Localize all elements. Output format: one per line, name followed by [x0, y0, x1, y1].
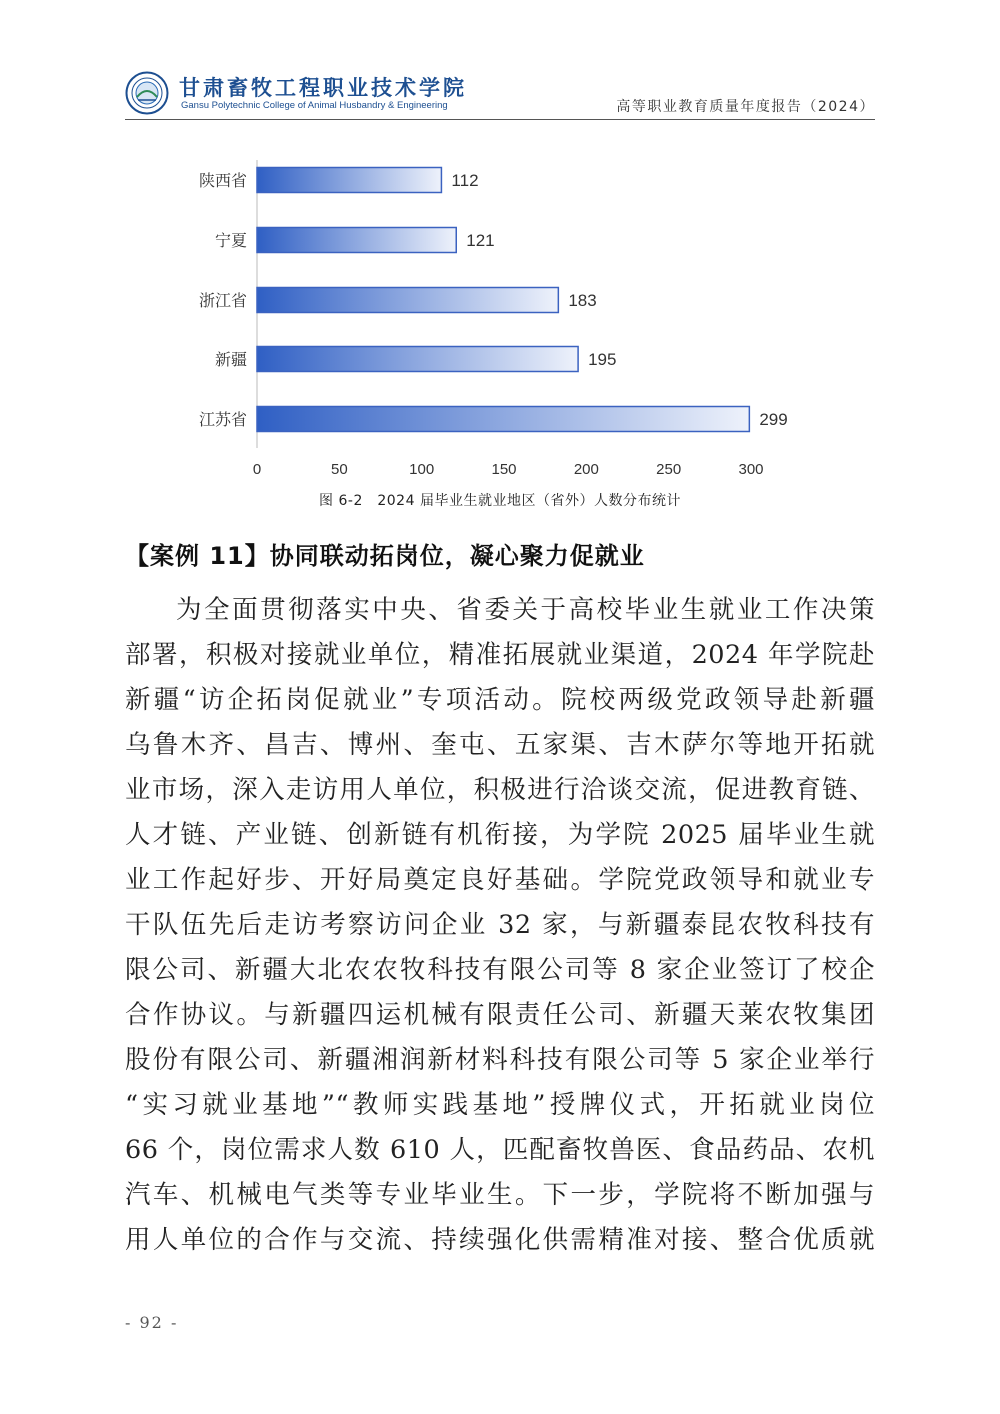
paragraph-line: 汽车、机械电气类等专业毕业生。下一步，学院将不断加强与	[125, 1180, 875, 1210]
header-divider	[125, 119, 875, 120]
paragraph-line: 新疆“访企拓岗促就业”专项活动。院校两级党政领导赴新疆	[125, 685, 875, 715]
college-seal-icon	[125, 71, 169, 115]
report-title: 高等职业教育质量年度报告（2024）	[616, 99, 875, 115]
bar	[257, 347, 578, 372]
paragraph-line: 为全面贯彻落实中央、省委关于高校毕业生就业工作决策	[176, 595, 875, 625]
category-label: 江苏省	[198, 412, 247, 429]
category-label: 新疆	[214, 352, 247, 369]
value-label: 121	[466, 231, 495, 250]
bar	[257, 228, 456, 253]
body-paragraph	[125, 588, 875, 1263]
bar	[257, 288, 558, 313]
value-label: 299	[759, 410, 788, 429]
paragraph-line: 用人单位的合作与交流、持续强化供需精准对接、整合优质就	[125, 1225, 875, 1255]
school-name-cn: 甘肃畜牧工程职业技术学院	[179, 76, 467, 100]
paragraph-line: 限公司、新疆大北农农牧科技有限公司等 8 家企业签订了校企	[125, 955, 875, 985]
paragraph-line: 股份有限公司、新疆湘润新材料科技有限公司等 5 家企业举行	[125, 1045, 875, 1075]
value-label: 112	[451, 171, 479, 190]
school-name-en: Gansu Polytechnic College of Animal Husbandry & Engineering	[181, 100, 448, 111]
paragraph-line: 业工作起好步、开好局奠定良好基础。学院党政领导和就业专	[125, 865, 875, 895]
x-tick-label: 50	[330, 461, 348, 478]
paragraph-line: 人才链、产业链、创新链有机衔接，为学院 2025 届毕业生就	[125, 820, 875, 850]
case-heading: 【案例 11】协同联动拓岗位，凝心聚力促就业	[125, 542, 645, 570]
bar	[257, 168, 441, 193]
page-number: - 92 -	[125, 1313, 179, 1332]
chart-caption: 图 6-2 2024 届毕业生就业地区（省外）人数分布统计	[319, 493, 681, 509]
paragraph-line: 业市场，深入走访用人单位，积极进行洽谈交流，促进教育链、	[125, 775, 875, 805]
category-label: 宁夏	[214, 233, 247, 250]
x-tick-label: 0	[252, 461, 262, 478]
value-label: 183	[568, 291, 597, 310]
paragraph-line: 部署，积极对接就业单位，精准拓展就业渠道，2024 年学院赴	[125, 640, 875, 670]
paragraph-line: 乌鲁木齐、昌吉、博州、奎屯、五家渠、吉木萨尔等地开拓就	[125, 730, 875, 760]
x-tick-label: 250	[656, 461, 682, 478]
paragraph-line: 66 个，岗位需求人数 610 人，匹配畜牧兽医、食品药品、农机	[125, 1135, 875, 1165]
category-label: 陕西省	[198, 173, 247, 190]
x-tick-label: 100	[409, 461, 435, 478]
bar	[257, 407, 749, 432]
x-tick-label: 300	[738, 461, 764, 478]
paragraph-line: “实习就业基地”“教师实践基地”授牌仪式，开拓就业岗位	[125, 1090, 875, 1120]
category-label: 浙江省	[198, 293, 247, 310]
paragraph-line: 干队伍先后走访考察访问企业 32 家，与新疆泰昆农牧科技有	[125, 910, 875, 940]
x-tick-label: 200	[573, 461, 599, 478]
paragraph-line: 合作协议。与新疆四运机械有限责任公司、新疆天莱农牧集团	[125, 1000, 875, 1030]
page-header	[125, 66, 875, 120]
value-label: 195	[588, 350, 617, 369]
x-tick-label: 150	[491, 461, 517, 478]
